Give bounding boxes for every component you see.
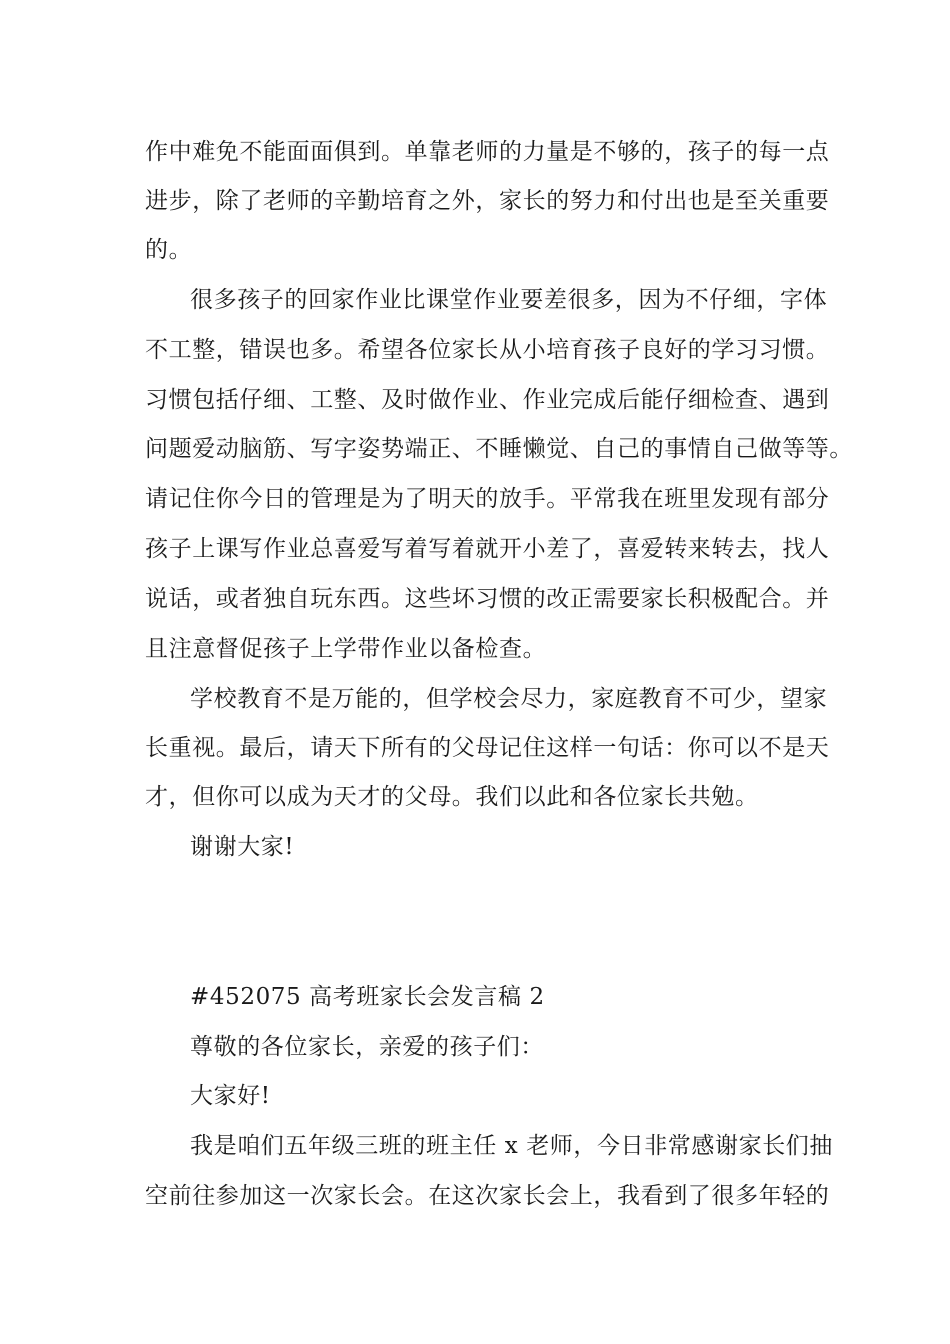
text-line: 的。	[145, 237, 193, 263]
text-line: 不工整，错误也多。希望各位家长从小培育孩子良好的学习习惯。	[145, 337, 830, 363]
closing-line: 谢谢大家!	[190, 834, 295, 860]
text-line: 且注意督促孩子上学带作业以备检查。	[145, 636, 547, 662]
paragraph-first-line: 我是咱们五年级三班的班主任 x 老师，今日非常感谢家长们抽	[190, 1133, 833, 1159]
section-heading: #452075 高考班家长会发言稿 2	[190, 984, 545, 1010]
paragraph-first-line: 学校教育不是万能的，但学校会尽力，家庭教育不可少，望家	[190, 686, 828, 712]
text-line: 孩子上课写作业总喜爱写着写着就开小差了，喜爱转来转去，找人	[145, 536, 830, 562]
text-line: 请记住你今日的管理是为了明天的放手。平常我在班里发现有部分	[145, 486, 830, 512]
text-line: 进步，除了老师的辛勤培育之外，家长的努力和付出也是至关重要	[145, 188, 830, 214]
salutation: 尊敬的各位家长，亲爱的孩子们：	[190, 1034, 544, 1060]
text-line: 空前往参加这一次家长会。在这次家长会上，我看到了很多年轻的	[145, 1183, 830, 1209]
text-line: 说话，或者独自玩东西。这些坏习惯的改正需要家长积极配合。并	[145, 586, 830, 612]
text-line: 才，但你可以成为天才的父母。我们以此和各位家长共勉。	[145, 784, 759, 810]
greeting: 大家好!	[190, 1083, 271, 1109]
paragraph-first-line: 很多孩子的回家作业比课堂作业要差很多，因为不仔细，字体	[190, 287, 828, 313]
text-line: 作中难免不能面面俱到。单靠老师的力量是不够的，孩子的每一点	[145, 139, 830, 165]
text-line: 问题爱动脑筋、写字姿势端正、不睡懒觉、自己的事情自己做等等。	[145, 436, 853, 462]
text-line: 长重视。最后，请天下所有的父母记住这样一句话：你可以不是天	[145, 735, 830, 761]
text-line: 习惯包括仔细、工整、及时做作业、作业完成后能仔细检查、遇到	[145, 387, 830, 413]
